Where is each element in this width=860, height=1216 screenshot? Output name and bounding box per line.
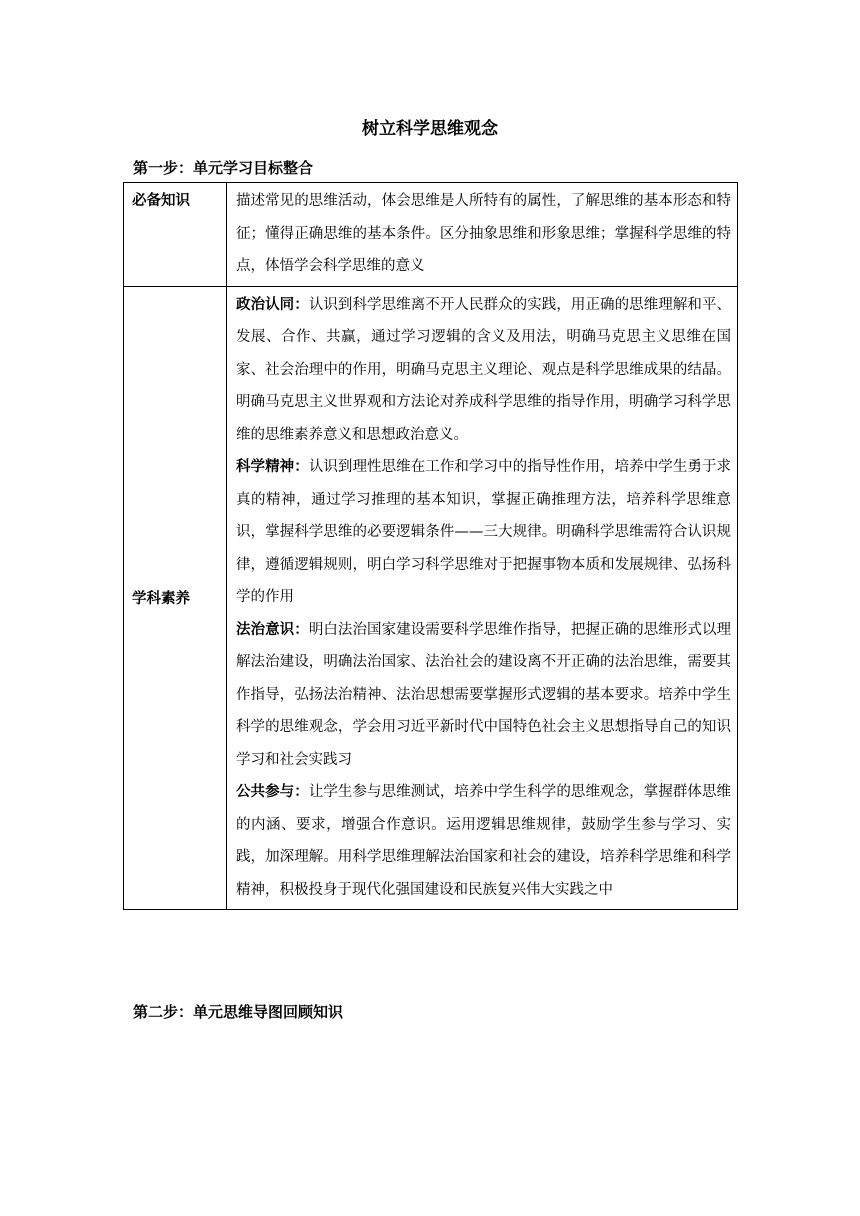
step-two-heading: 第二步：单元思维导图回顾知识 (133, 1003, 344, 1021)
paragraph-text: 让学生参与思维测试，培养中学生科学的思维观念，掌握群体思维的内涵、要求，增强合作意识。运用逻辑思维规律，鼓励学生参与学习、实践，加深理解。用科学思维理解法治国家和社会的建设，培养科学思维和科学精神，积极投身于现代化强国建设和民族复兴伟大实践之中 (236, 784, 732, 898)
learning-goals-table (123, 182, 738, 910)
paragraph-text: 明白法治国家建设需要科学思维作指导，把握正确的思维形式以理解法治建设，明确法治国家、法治社会的建设离不开正确的法治思维，需要其作指导，弘扬法治精神、法治思想需要掌握形式逻辑的基本要求。培养中学生科学的思维观念，学会用习近平新时代中国特色社会主义思想指导自己的知识学习和社会实践习 (236, 621, 732, 768)
row-label-subject-literacy: 学科素养 (124, 286, 227, 910)
paragraph-lead: 公共参与： (236, 784, 309, 800)
paragraph-text: 认识到科学思维离不开人民群众的实践，用正确的思维理解和平、发展、合作、共赢，通过学习逻辑的含义及用法，明确马克思主义思维在国家、社会治理中的作用，明确马克思主义理论、观点是科学思维成果的结晶。明确马克思主义世界观和方法论对养成科学思维的指导作用，明确学习科学思维的思维素养意义和思想政治意义。 (236, 296, 732, 443)
essential-knowledge-text: 描述常见的思维活动，体会思维是人所特有的属性，了解思维的基本形态和特征；懂得正确思维的基本条件。区分抽象思维和形象思维；掌握科学思维的特点，体悟学会科学思维的意义 (227, 183, 738, 287)
page-title: 树立科学思维观念 (362, 119, 498, 139)
paragraph-lead: 法治意识： (236, 621, 309, 638)
literacy-paragraph-rule-of-law (236, 614, 731, 777)
row-label-essential-knowledge: 必备知识 (124, 183, 227, 287)
table-row (124, 183, 738, 287)
paragraph-lead: 政治认同： (236, 296, 309, 313)
literacy-paragraph-science (236, 451, 731, 614)
table-row (124, 286, 738, 910)
paragraph-text: 认识到理性思维在工作和学习中的指导性作用，培养中学生勇于求真的精神，通过学习推理的基本知识，掌握正确推理方法，培养科学思维意识，掌握科学思维的必要逻辑条件——三大规律。明确科学思维需符合认识规律，遵循逻辑规则，明白学习科学思维对于把握事物本质和发展规律、弘扬科学的作用 (236, 459, 732, 605)
subject-literacy-cell (227, 286, 738, 910)
paragraph-lead: 科学精神： (236, 459, 309, 475)
literacy-paragraph-political (236, 289, 731, 452)
literacy-paragraph-public-participation (236, 776, 731, 906)
step-one-heading: 第一步：单元学习目标整合 (133, 159, 314, 177)
